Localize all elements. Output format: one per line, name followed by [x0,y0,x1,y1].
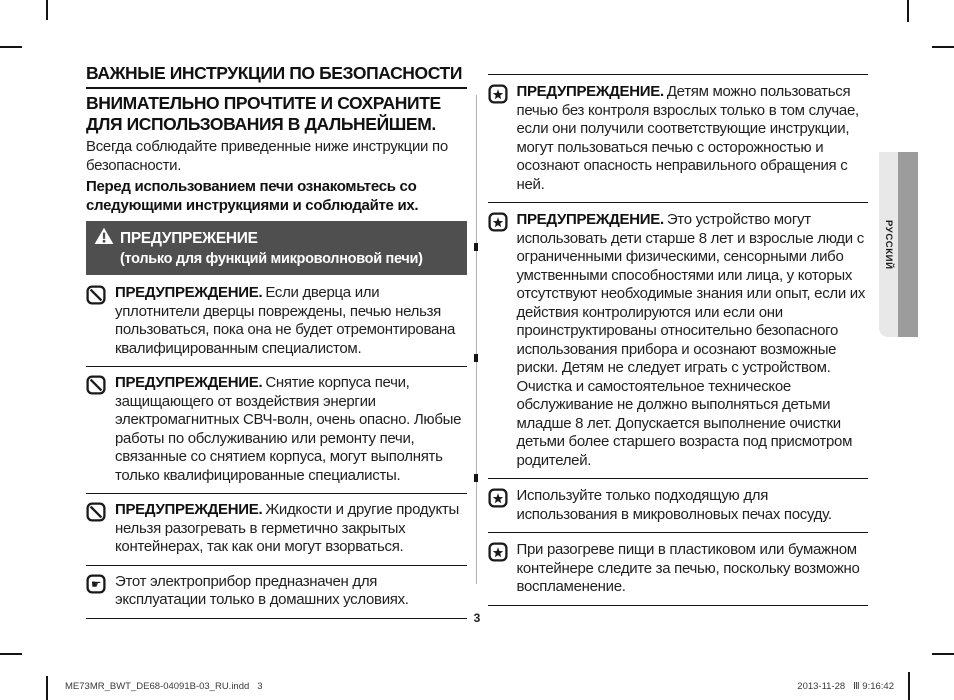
warning-lead: ПРЕДУПРЕЖДЕНИЕ. [516,211,664,228]
warning-banner-line1 [94,227,459,250]
safety-item-text [115,284,467,358]
prohibition-icon [86,375,106,395]
safety-item [86,277,467,367]
language-tab-label: РУССКИЙ [883,219,894,270]
star-icon [488,488,508,508]
divider-tick [474,354,478,362]
divider-tick [474,243,478,251]
crop-mark-top-left-horizontal [0,46,22,48]
column-divider [476,95,477,584]
content-area [86,62,868,619]
note-body: Этот электроприбор предназначен для эксплуатации только в домашних условиях. [115,572,409,608]
crop-mark-top-left-vertical [46,0,48,20]
warning-body: Если дверца или уплотнители дверцы повреждены, печью нельзя пользоваться, пока она не будет отремонтирована квалифицированным специалистом. [115,284,456,357]
svg-text:☛: ☛ [90,576,102,591]
note-body: При разогреве пищи в пластиковом или бумажном контейнере следите за печью, поскольку возможно воспламенение. [516,541,860,595]
safety-item [488,203,869,479]
safety-item-text [517,83,869,194]
right-column [488,74,869,619]
safety-item-text [517,211,869,470]
safety-item [86,367,467,494]
warning-lead: ПРЕДУПРЕЖДЕНИЕ. [516,83,664,100]
footer-filename: ME73MR_BWT_DE68-04091B-03_RU.indd 3 [65,681,263,692]
footer-right-separator [908,672,910,700]
warning-triangle-icon [94,227,114,250]
warning-body: Это устройство могут использовать дети старше 8 лет и взрослые люди с ограниченными физическими, сенсорными либо умственными способностями или лица, у которых отсутствуют необходимые знания или опыт, если их действия контролируются или если они проинструктированы относительно безопасного использования прибора и осознают возможные риски. Детям не следует играть с устройством. Очистка и самостоятельное техническое обслуживание не должно выполняться детьми младше 8 лет. Допускается выполнение очистки детьми более старшего возраста под присмотром родителей. [516,211,866,469]
intro-paragraph: Всегда соблюдайте приведенные ниже инструкции по безопасности. [86,138,448,174]
prohibition-icon [86,285,106,305]
crop-mark-bottom-right-horizontal [932,653,954,655]
safety-item [488,533,869,606]
language-tab-strip [879,152,898,337]
left-column [86,62,467,619]
note-body: Используйте только подходящую для использования в микроволновых печах посуду. [516,487,832,523]
page-subtitle: ВНИМАТЕЛЬНО ПРОЧТИТЕ И СОХРАНИТЕ ДЛЯ ИСПОЛЬЗОВАНИЯ В ДАЛЬНЕЙШЕМ. [86,93,441,134]
star-icon [488,212,508,232]
crop-mark-bottom-left-horizontal [0,653,22,655]
language-tab-shadow-strip [898,152,918,337]
safety-item-text [517,487,869,524]
safety-item-text [115,501,467,557]
safety-item [488,75,869,203]
warning-body: Жидкости и другие продукты нельзя разогревать в герметично закрытых контейнерах, так как они могут взорваться. [115,501,459,555]
prohibition-icon [86,502,106,522]
warning-lead: ПРЕДУПРЕЖДЕНИЕ. [115,501,263,518]
warning-banner-subtitle: (только для функций микроволновой печи) [120,251,423,267]
star-icon [488,542,508,562]
language-side-tab [879,152,918,337]
safety-item-text [517,541,869,597]
warning-body: Детям можно пользоваться печью без контроля взрослых только в том случае, если они получили соответствующие инструкции, могут пользоваться печью с осторожностью и осознают опасность неправильного обращения с ней. [516,83,859,193]
safety-item-text [115,374,467,485]
safety-item-text [115,573,467,610]
footer-left-separator [46,676,48,700]
warning-lead: ПРЕДУПРЕЖДЕНИЕ. [115,284,263,301]
warning-body: Снятие корпуса печи, защищающего от воздействия энергии электромагнитных СВЧ-волн, очень опасно. Любые работы по обслуживанию или ремонту печи, связанные со снятием корпуса, могут выполнять только квалифицированные специалисты. [115,374,462,484]
warning-banner [86,221,467,275]
footer-timestamp: 2013-11-28 Ⅲ 9:16:42 [797,681,894,692]
crop-mark-top-right-horizontal [932,46,954,48]
intro-bold-paragraph: Перед использованием печи ознакомьтесь со следующими инструкциями и соблюдайте их. [86,178,419,214]
warning-lead: ПРЕДУПРЕЖДЕНИЕ. [115,374,263,391]
page-number: 3 [473,611,481,625]
safety-item [86,494,467,566]
star-icon [488,84,508,104]
crop-mark-top-right-vertical [907,0,909,22]
warning-banner-title: ПРЕДУПРЕЖЕНИЕ [120,230,258,247]
pointing-hand-icon [86,574,106,594]
page-title: ВАЖНЫЕ ИНСТРУКЦИИ ПО БЕЗОПАСНОСТИ [86,62,467,89]
safety-item [488,479,869,533]
divider-tick [474,474,478,482]
